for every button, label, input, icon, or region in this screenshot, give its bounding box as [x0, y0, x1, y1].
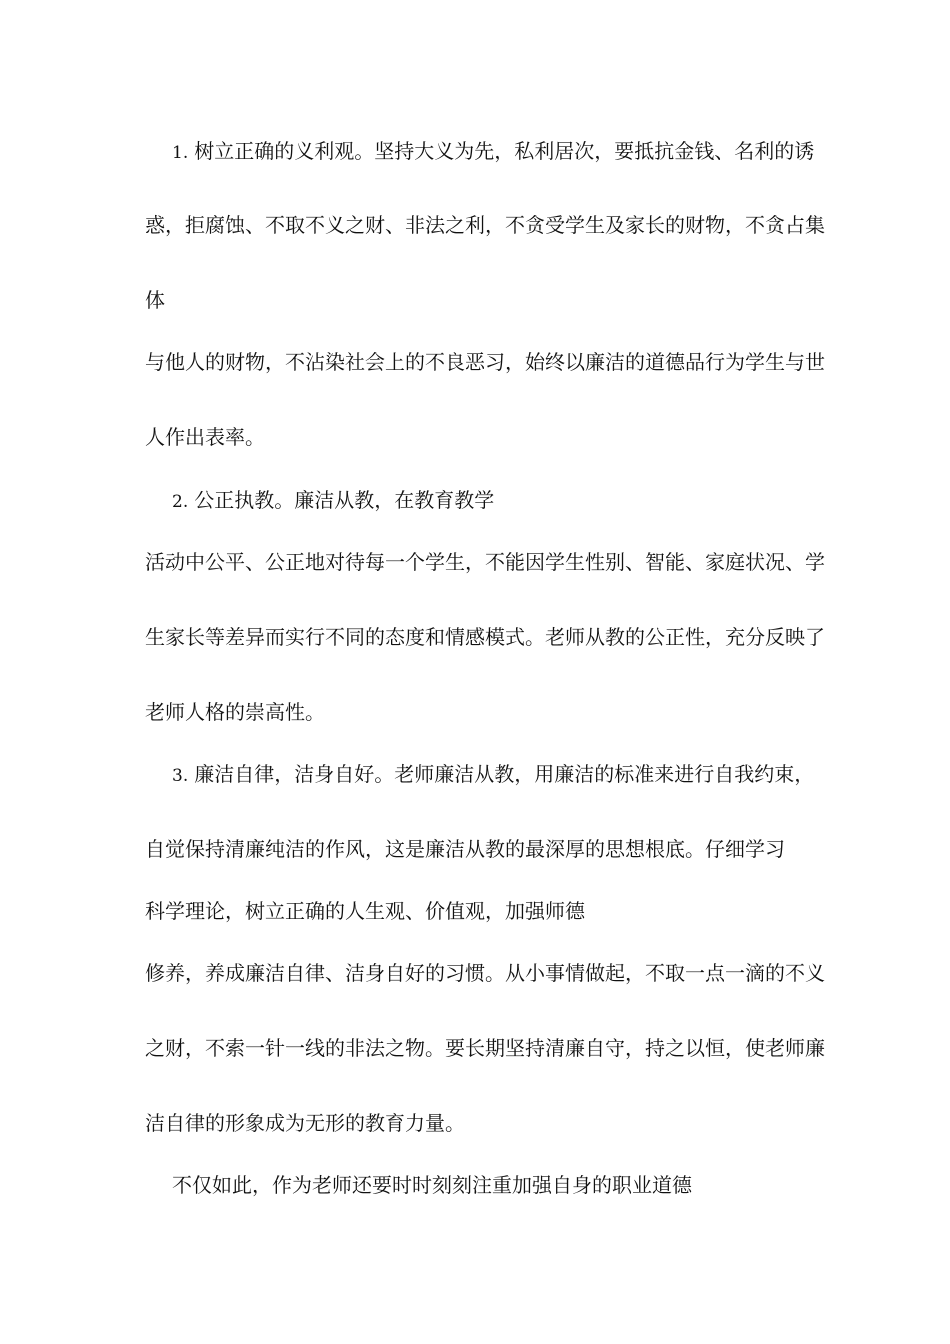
line-text: 树立正确的义利观。坚持大义为先，私利居次，要抵抗金钱、名利的诱 [194, 139, 815, 163]
paragraph-3-line-6: 洁自律的形象成为无形的教育力量。 [145, 1111, 465, 1135]
paragraph-3-line-4: 修养，养成廉洁自律、洁身自好的习惯。从小事情做起，不取一点一滴的不义 [145, 961, 825, 985]
item-number-3: 3. [172, 766, 189, 786]
paragraph-2-line-3: 生家长等差异而实行不同的态度和情感模式。老师从教的公正性，充分反映了 [145, 625, 825, 649]
paragraph-2-line-2: 活动中公平、公正地对待每一个学生，不能因学生性别、智能、家庭状况、学 [145, 550, 825, 574]
item-number-2: 2. [172, 492, 189, 512]
paragraph-1-line-3: 体 [145, 288, 165, 312]
paragraph-3-line-1 [172, 762, 814, 788]
line-text: 廉洁自律，洁身自好。老师廉洁从教，用廉洁的标准来进行自我约束， [194, 762, 815, 786]
paragraph-1-line-5: 人作出表率。 [145, 425, 265, 449]
paragraph-3-line-5: 之财，不索一针一线的非法之物。要长期坚持清廉自守，持之以恒，使老师廉 [145, 1036, 825, 1060]
paragraph-2-line-4: 老师人格的崇高性。 [145, 700, 325, 724]
paragraph-1-line-2: 惑，拒腐蚀、不取不义之财、非法之利，不贪受学生及家长的财物，不贪占集 [145, 213, 825, 237]
paragraph-3-line-3: 科学理论，树立正确的人生观、价值观，加强师德 [145, 899, 585, 923]
paragraph-2-line-1 [172, 488, 494, 514]
paragraph-3-line-2: 自觉保持清廉纯洁的作风，这是廉洁从教的最深厚的思想根底。仔细学习 [145, 837, 785, 861]
line-text: 公正执教。廉洁从教，在教育教学 [194, 488, 495, 512]
item-number-1: 1. [172, 143, 189, 163]
paragraph-1-line-4: 与他人的财物，不沾染社会上的不良恶习，始终以廉洁的道德品行为学生与世 [145, 350, 825, 374]
paragraph-1-line-1 [172, 139, 814, 165]
paragraph-4-line-1: 不仅如此，作为老师还要时时刻刻注重加强自身的职业道德 [172, 1173, 692, 1197]
